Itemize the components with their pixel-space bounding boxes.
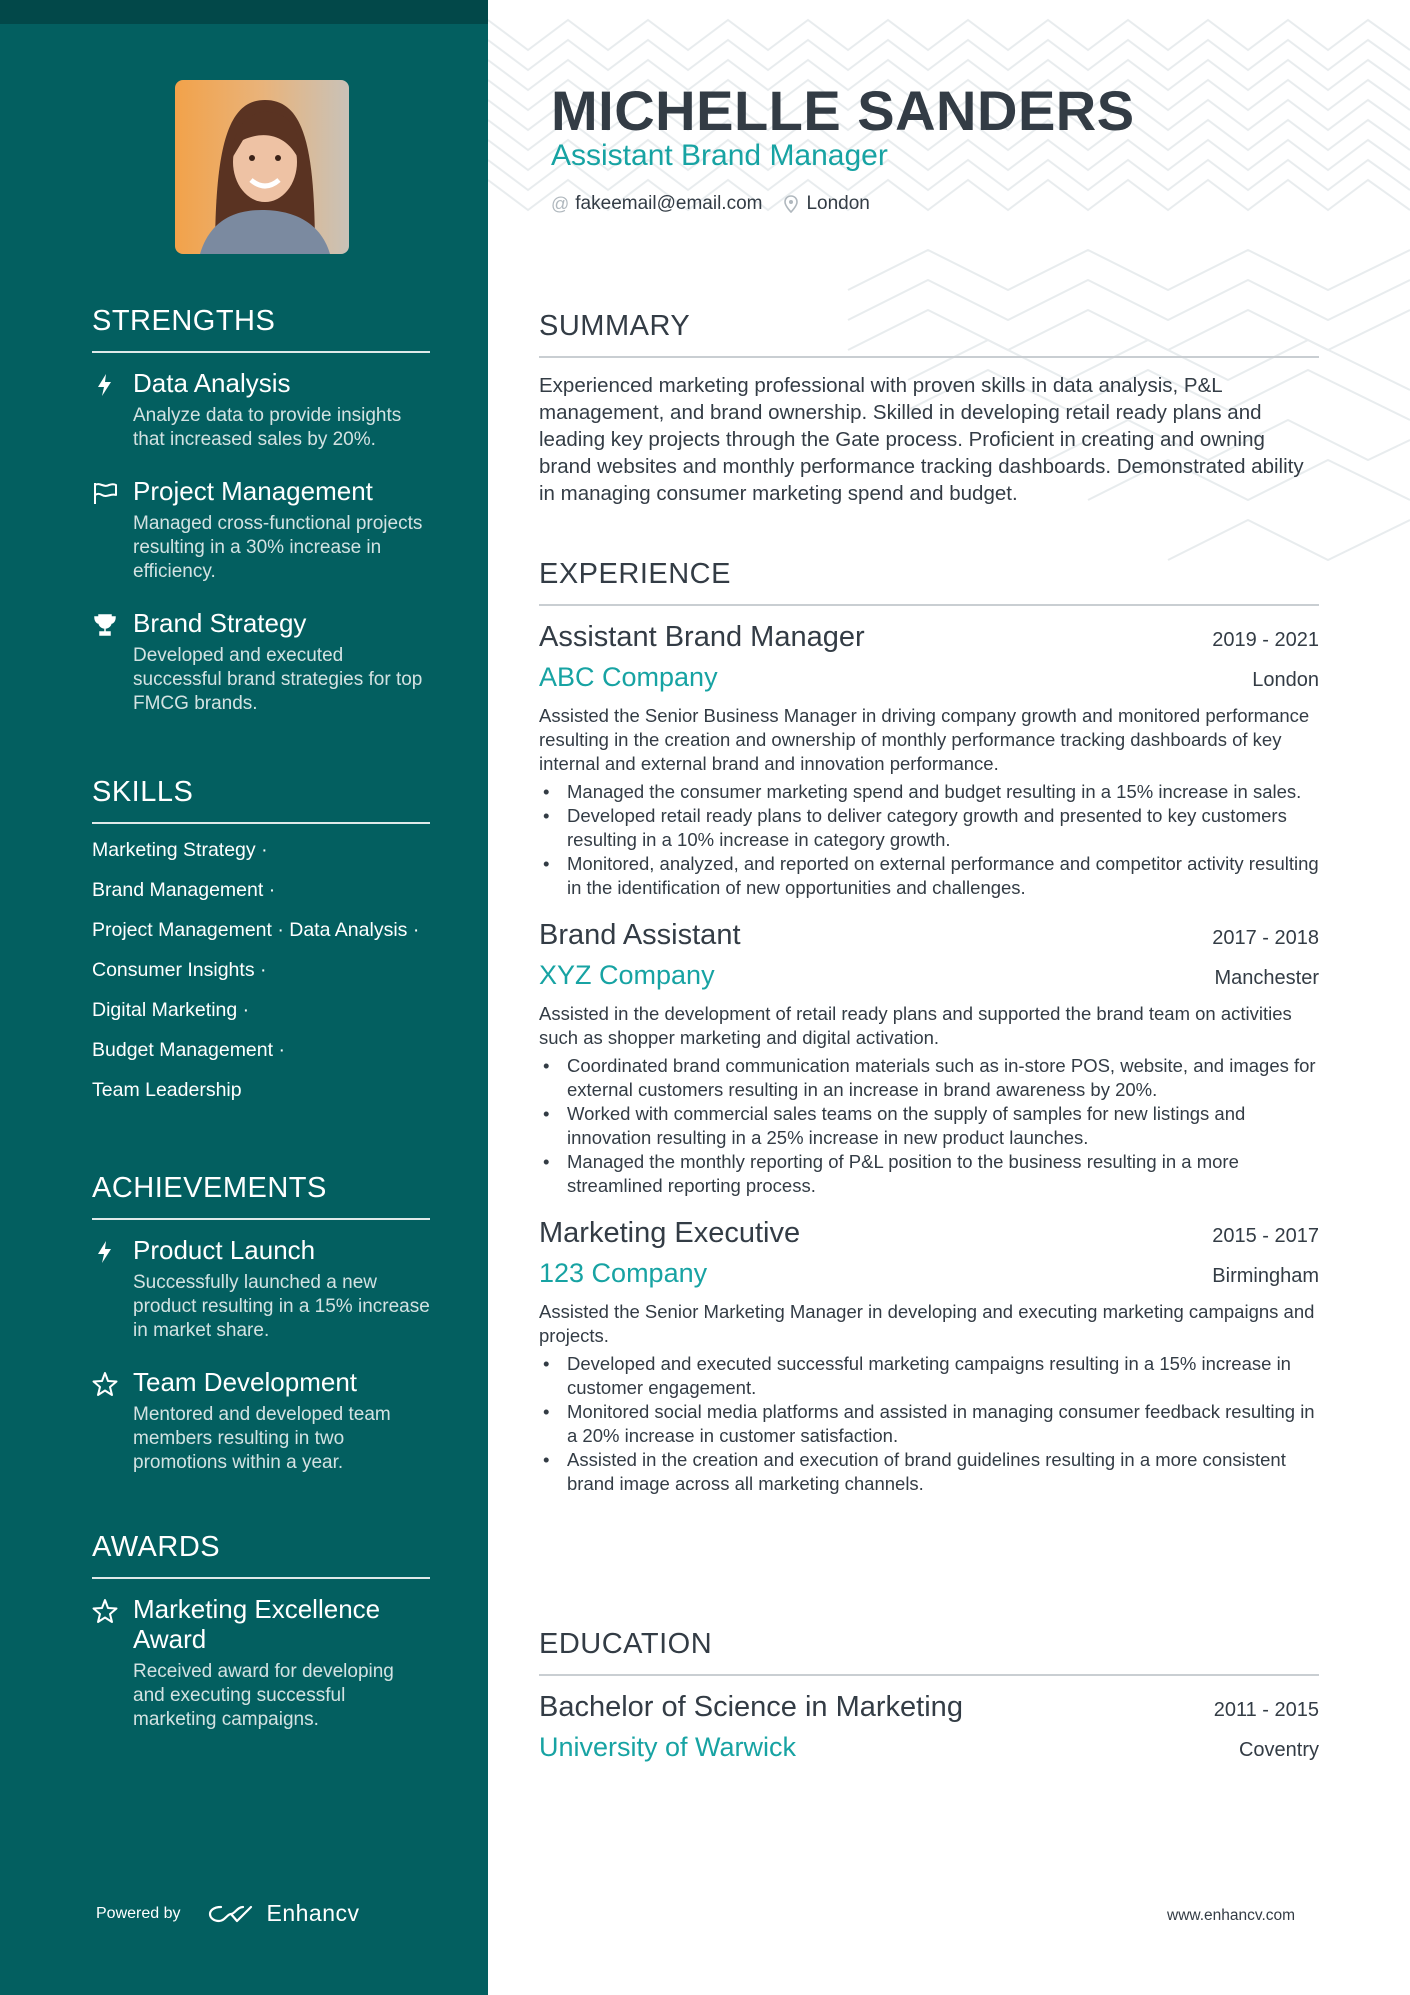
job-description: Assisted in the development of retail ready plans and supported the brand team on activities such as shopper marketing and digital activation.: [539, 1003, 1292, 1048]
awards-section: [92, 1531, 430, 1732]
awards-title: AWARDS: [92, 1531, 430, 1579]
powered-by-label: Powered by: [96, 1904, 181, 1922]
skill-line: Brand Management ·: [92, 879, 276, 901]
achievements-section: [92, 1172, 430, 1475]
location-text: London: [806, 193, 870, 214]
job-description: Assisted the Senior Business Manager in driving company growth and monitored performance resulting in the creation and ownership of monthly performance tracking dashboards of key internal and external brand and innovation performance.: [539, 705, 1310, 774]
job-title: Brand Assistant: [539, 919, 741, 951]
job-bullet: • Coordinated brand communication materials such as in-store POS, website, and images for external customers resulting in an increase in brand awareness by 20%.: [567, 1054, 1319, 1102]
job-bullet: • Assisted in the creation and execution of brand guidelines resulting in a more consistent brand image across all marketing channels.: [567, 1448, 1319, 1496]
summary-title: SUMMARY: [539, 310, 1319, 358]
job-bullet: • Monitored, analyzed, and reported on external performance and competitor activity resulting in the identification of new opportunities and challenges.: [567, 852, 1319, 900]
strength-title: Data Analysis: [133, 368, 291, 398]
skill-line: Project Management · Data Analysis ·: [92, 919, 420, 941]
strength-item: [92, 368, 430, 452]
job-title: Assistant Brand Manager: [539, 621, 865, 653]
experience-section: [539, 558, 1319, 1496]
award-desc: Received award for developing and executing successful marketing campaigns.: [133, 1661, 394, 1730]
enhancv-logo-icon: [207, 1902, 255, 1926]
avatar: [175, 80, 349, 254]
skill-line: Team Leadership: [92, 1079, 242, 1101]
job-company: 123 Company: [539, 1258, 708, 1288]
strengths-title: STRENGTHS: [92, 305, 430, 353]
job-bullets: [539, 1054, 1319, 1198]
experience-title: EXPERIENCE: [539, 558, 1319, 606]
job-location: London: [1252, 669, 1319, 691]
job-bullet: • Developed retail ready plans to deliver category growth and presented to key customers resulting in a 10% increase in category growth.: [567, 804, 1319, 852]
flag-icon: [92, 480, 118, 506]
award-title: Marketing Excellence Award: [133, 1594, 381, 1654]
education-section: [539, 1628, 1319, 1764]
bolt-icon: [92, 1239, 118, 1265]
skills-title: SKILLS: [92, 776, 430, 824]
education-title: EDUCATION: [539, 1628, 1319, 1676]
job-description: Assisted the Senior Marketing Manager in developing and executing marketing campaigns and projects.: [539, 1301, 1315, 1346]
powered-by: [96, 1900, 360, 1927]
job-bullet: • Worked with commercial sales teams on the supply of samples for new listings and innovation resulting in a 25% increase in new product launches.: [567, 1102, 1319, 1150]
achievement-item: [92, 1235, 430, 1343]
strength-desc: Developed and executed successful brand strategies for top FMCG brands.: [133, 645, 423, 714]
achievements-title: ACHIEVEMENTS: [92, 1172, 430, 1220]
skill-line: Consumer Insights ·: [92, 959, 267, 981]
job-bullet: • Developed and executed successful marketing campaigns resulting in a 15% increase in customer engagement.: [567, 1352, 1319, 1400]
job-title: Marketing Executive: [539, 1217, 801, 1249]
job-bullet: • Managed the consumer marketing spend and budget resulting in a 15% increase in sales.: [567, 780, 1319, 804]
job-bullet: • Managed the monthly reporting of P&L position to the business resulting in a more streamlined reporting process.: [567, 1150, 1319, 1198]
star-icon: [92, 1598, 118, 1624]
school-name: University of Warwick: [539, 1732, 797, 1762]
trophy-icon: [92, 612, 118, 638]
job-location: Manchester: [1214, 967, 1319, 989]
candidate-name: MICHELLE SANDERS: [551, 79, 1135, 142]
sidebar-top-bar: [0, 0, 488, 24]
bolt-icon: [92, 372, 118, 398]
candidate-role: Assistant Brand Manager: [551, 139, 888, 172]
strength-desc: Managed cross-functional projects resulting in a 30% increase in efficiency.: [133, 513, 423, 582]
achievement-desc: Mentored and developed team members resulting in two promotions within a year.: [133, 1404, 391, 1473]
star-icon: [92, 1371, 118, 1397]
award-item: [92, 1594, 430, 1732]
job-bullet: • Monitored social media platforms and assisted in managing consumer feedback resulting in a 20% increase in customer satisfaction.: [567, 1400, 1319, 1448]
achievement-title: Product Launch: [133, 1235, 316, 1265]
experience-entry: [539, 620, 1319, 900]
strengths-section: [92, 305, 430, 716]
achievement-title: Team Development: [133, 1367, 357, 1397]
experience-entry: [539, 918, 1319, 1198]
location-pin-icon: [784, 195, 798, 213]
degree-title: Bachelor of Science in Marketing: [539, 1691, 963, 1723]
email-link[interactable]: fakeemail@email.com: [575, 193, 763, 214]
website-link[interactable]: www.enhancv.com: [1167, 1907, 1296, 1924]
strength-title: Project Management: [133, 476, 373, 506]
job-dates: 2015 - 2017: [1212, 1225, 1319, 1247]
job-company: ABC Company: [539, 662, 718, 692]
job-dates: 2019 - 2021: [1212, 629, 1319, 651]
at-icon: @: [551, 193, 570, 214]
sidebar: [0, 0, 488, 1995]
experience-entry: [539, 1216, 1319, 1496]
job-bullets: [539, 780, 1319, 900]
job-location: Birmingham: [1212, 1265, 1319, 1287]
job-bullets: [539, 1352, 1319, 1496]
achievement-item: [92, 1367, 430, 1475]
achievement-desc: Successfully launched a new product resulting in a 15% increase in market share.: [133, 1272, 430, 1341]
job-dates: 2017 - 2018: [1212, 927, 1319, 949]
strength-item: [92, 608, 430, 716]
education-dates: 2011 - 2015: [1213, 1699, 1319, 1721]
strength-item: [92, 476, 430, 584]
skill-line: Budget Management ·: [92, 1039, 285, 1061]
education-entry: [539, 1690, 1319, 1764]
enhancv-brand: Enhancv: [266, 1900, 360, 1926]
summary-section: [539, 310, 1319, 507]
skills-section: [92, 776, 430, 1102]
skill-line: Marketing Strategy ·: [92, 839, 268, 861]
job-company: XYZ Company: [539, 960, 715, 990]
summary-text: Experienced marketing professional with proven skills in data analysis, P&L management, and brand ownership. Skilled in developing retail ready plans and leading key projects through the Gate process. Proficient in creating and owning brand websites and monthly performance tracking dashboards. Demonstrated ability in managing consumer marketing spend and budget.: [539, 374, 1304, 505]
school-location: Coventry: [1238, 1739, 1319, 1761]
contact-row: [551, 193, 870, 215]
skill-line: Digital Marketing ·: [92, 999, 250, 1021]
strength-desc: Analyze data to provide insights that increased sales by 20%.: [133, 405, 402, 450]
strength-title: Brand Strategy: [133, 608, 307, 638]
